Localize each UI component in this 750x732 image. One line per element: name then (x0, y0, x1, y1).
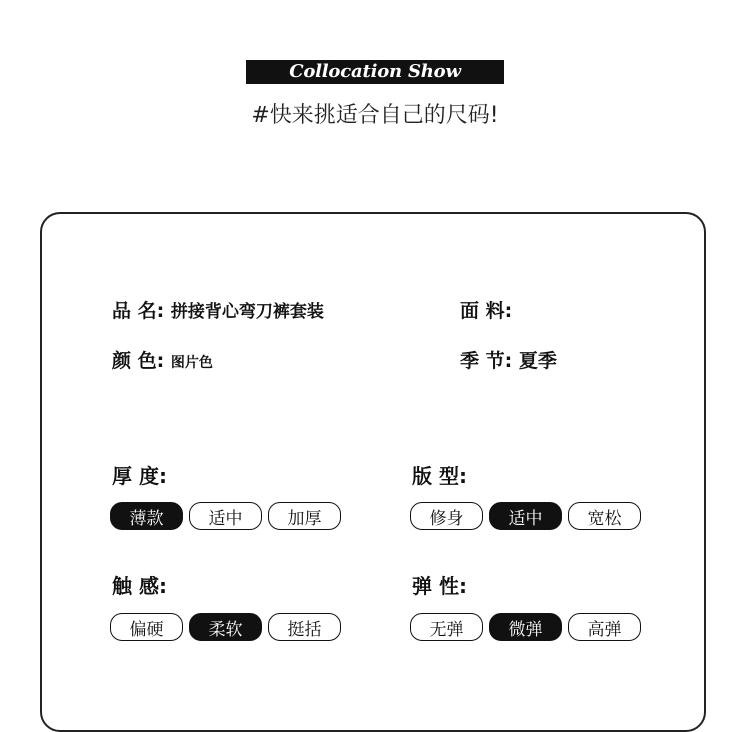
stretch-label: 弹 性: (412, 574, 467, 598)
color-value: 图片色 (170, 355, 213, 371)
feel-option[interactable]: 偏硬 (110, 613, 183, 641)
stretch-option[interactable]: 高弹 (568, 613, 641, 641)
stretch-options (410, 613, 641, 641)
thickness-option[interactable]: 加厚 (268, 502, 341, 530)
fit-label: 版 型: (412, 464, 467, 488)
thickness-label: 厚 度: (112, 464, 167, 488)
header-banner: Collocation Show (246, 60, 504, 84)
product-name-label: 品 名: (112, 300, 165, 322)
feel-label: 触 感: (112, 574, 167, 598)
fit-option[interactable]: 宽松 (568, 502, 641, 530)
thickness-options (110, 502, 341, 530)
subtitle: #快来挑适合自己的尺码! (251, 103, 499, 128)
fit-option[interactable]: 修身 (410, 502, 483, 530)
fit-option[interactable]: 适中 (489, 502, 562, 530)
season-field (460, 346, 557, 373)
color-field (112, 346, 213, 373)
fabric-label: 面 料: (460, 300, 513, 322)
stretch-option[interactable]: 微弹 (489, 613, 562, 641)
feel-option[interactable]: 挺括 (268, 613, 341, 641)
feel-options (110, 613, 341, 641)
thickness-option[interactable]: 薄款 (110, 502, 183, 530)
feel-option[interactable]: 柔软 (189, 613, 262, 641)
product-name-value: 拼接背心弯刀裤套装 (170, 302, 324, 322)
product-name-field (112, 296, 324, 323)
season-value: 夏季 (518, 350, 557, 372)
color-label: 颜 色: (112, 350, 165, 372)
fabric-field (460, 296, 512, 323)
season-label: 季 节: (460, 350, 513, 372)
stretch-option[interactable]: 无弹 (410, 613, 483, 641)
fit-options (410, 502, 641, 530)
thickness-option[interactable]: 适中 (189, 502, 262, 530)
